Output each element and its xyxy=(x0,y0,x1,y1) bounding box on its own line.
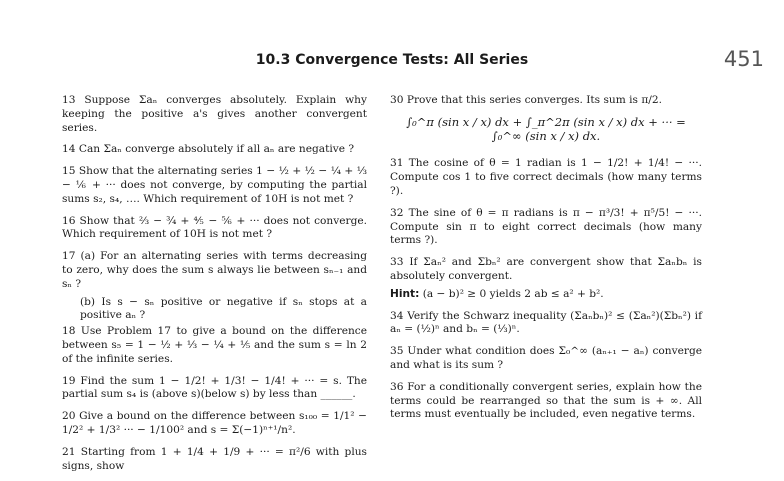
problem-33-hint xyxy=(390,288,702,302)
hint-text: (a − b)² ≥ 0 yields 2 ab ≤ a² + b². xyxy=(422,287,604,300)
problem-35: 35 Under what condition does Σ₀^∞ (aₙ₊₁ − aₙ) converge and what is its sum ? xyxy=(390,345,702,371)
running-header-title: 10.3 Convergence Tests: All Series xyxy=(255,52,529,68)
problem-32: 32 The sine of θ = π radians is π − π³/3! + π⁵/5! − ···. Compute sin π to eight correct decimals (how many terms ?). xyxy=(390,206,702,247)
problem-33: 33 If Σaₙ² and Σbₙ² are convergent show that Σaₙbₙ is absolutely convergent. xyxy=(390,256,702,282)
problem-20: 20 Give a bound on the difference between s₁₀₀ = 1/1² − 1/2² + 1/3² ··· − 1/100² and s = Σ(−1)ⁿ⁺¹/n². xyxy=(62,410,367,436)
right-column xyxy=(390,94,702,430)
problem-17b: (b) Is s − sₙ positive or negative if sₙ stops at a positive aₙ ? xyxy=(80,295,367,322)
problem-15: 15 Show that the alternating series 1 − ½ + ½ − ¼ + ⅓ − ⅙ + ··· does not converge, by computing the partial sums s₂, s₄, …. Which requirement of 10H is not met ? xyxy=(62,165,367,205)
problem-34: 34 Verify the Schwarz inequality (Σaₙbₙ)² ≤ (Σaₙ²)(Σbₙ²) if aₙ = (½)ⁿ and bₙ = (⅓)ⁿ. xyxy=(390,309,702,336)
left-column xyxy=(62,94,367,481)
problem-14: 14 Can Σaₙ converge absolutely if all aₙ are negative ? xyxy=(62,143,355,156)
problem-21: 21 Starting from 1 + 1/4 + 1/9 + ··· = π²/6 with plus signs, show xyxy=(62,445,367,472)
page-number: 451 xyxy=(723,47,764,71)
problem-30: 30 Prove that this series converges. Its sum is π/2. xyxy=(390,94,662,106)
problem-17a: 17 (a) For an alternating series with terms decreasing to zero, why does the sum s always lie between sₙ₋₁ and sₙ ? xyxy=(62,250,367,290)
problem-13: 13 Suppose Σaₙ converges absolutely. Explain why keeping the positive a's gives another convergent series. xyxy=(62,94,367,134)
hint-label: Hint: xyxy=(390,287,420,300)
problem-36: 36 For a conditionally convergent series, explain how the terms could be rearranged so that the sum is + ∞. All terms must eventually be included, even negative terms. xyxy=(390,380,702,421)
problem-19: 19 Find the sum 1 − 1/2! + 1/3! − 1/4! + ··· = s. The partial sum s₄ is (above s)(below s) by less than ______. xyxy=(62,374,367,401)
problem-30-equation: ∫₀^π (sin x / x) dx + ∫_π^2π (sin x / x) dx + ··· = ∫₀^∞ (sin x / x) dx. xyxy=(406,114,686,143)
problem-18: 18 Use Problem 17 to give a bound on the difference between s₅ = 1 − ½ + ⅓ − ¼ + ⅕ and the sum s = ln 2 of the infinite series. xyxy=(62,325,367,365)
problem-16: 16 Show that ⅔ − ¾ + ⅘ − ⅚ + ··· does not converge. Which requirement of 10H is not met ? xyxy=(62,214,367,241)
problem-31: 31 The cosine of θ = 1 radian is 1 − 1/2! + 1/4! − ···. Compute cos 1 to five correct decimals (how many terms ?). xyxy=(390,157,702,197)
